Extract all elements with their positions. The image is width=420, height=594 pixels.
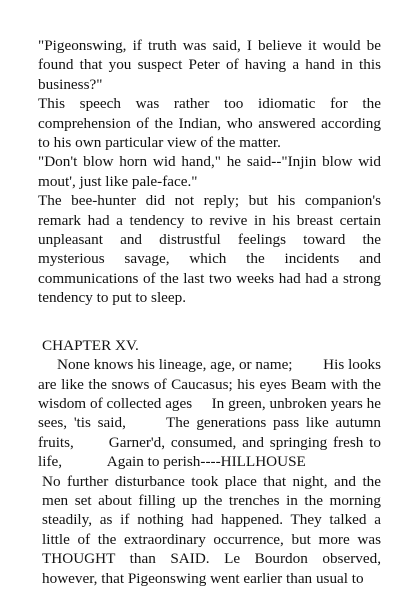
epigraph: None knows his lineage, age, or name; His looks are like the snows of Caucasus; his eyes Beam with the wisdom of collected ages In green, unbroken years he sees, 'tis said, The generations pass like autumn fruits, Garner'd, consumed, and springing fresh to life, Again to perish----HILLHOUSE [38,356,385,471]
paragraph-pigeonswing-question: "Pigeonswing, if truth was said, I believe it would be found that you suspect Peter of having a hand in this business?" [38,37,381,93]
paragraph-blow-horn: "Don't blow horn wid hand," he said--"Injin blow wid mout', just like pale-face." [38,153,381,190]
document-page [38,36,385,588]
paragraph-bee-hunter-reply: The bee-hunter did not reply; but his companion's remark had a tendency to revive in his breast certain unpleasant and distrustful feelings toward the mysterious savage, which the incidents and communications of the last two weeks had had a strong tendency to put to sleep. [38,192,381,307]
paragraph-idiomatic-speech: This speech was rather too idiomatic for the comprehension of the Indian, who answered according to his own particular view of the matter. [38,95,381,152]
section-spacer [38,308,381,336]
chapter-heading: CHAPTER XV. [42,336,139,354]
paragraph-no-further-disturbance: No further disturbance took place that night, and the men set about filling up the trenches in the morning steadily, as if nothing had happened. They talked a little of the extraordinary occurrence, but more was THOUGHT than SAID. Le Bourdon observed, however, that Pigeonswing went earlier than usual to [42,472,381,587]
